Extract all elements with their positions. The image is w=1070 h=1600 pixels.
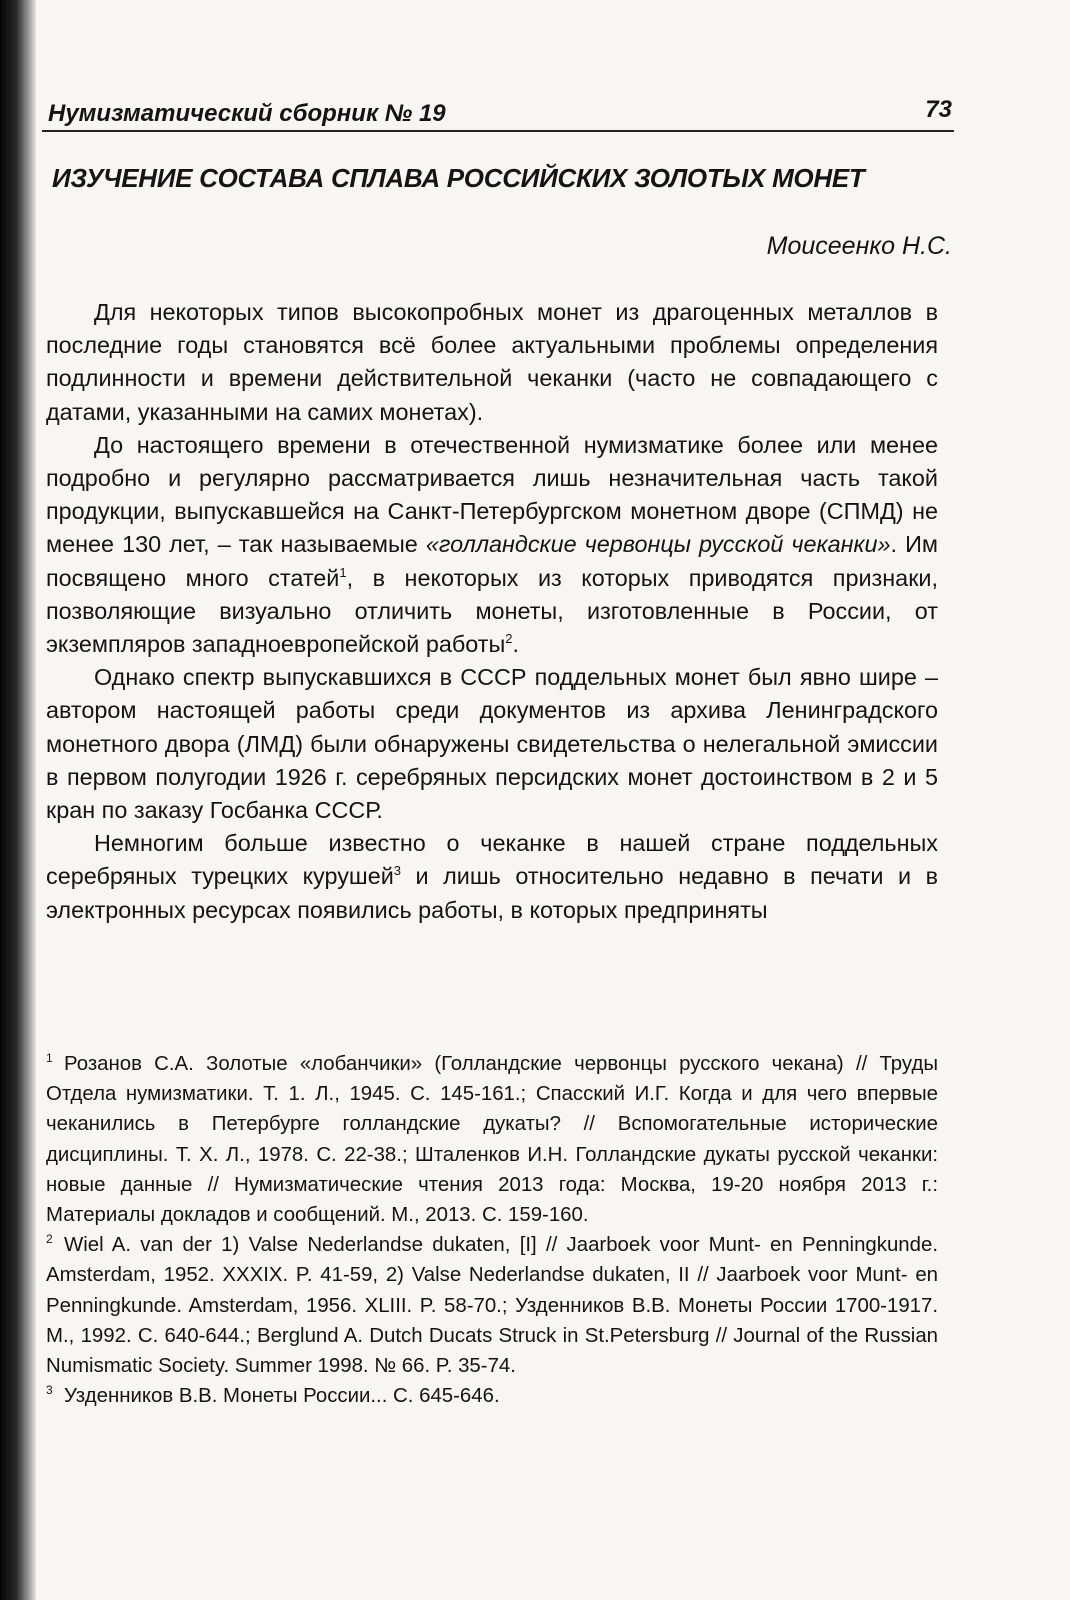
paragraph-1: Для некоторых типов высокопробных монет из драгоценных металлов в последние годы становятся всё более актуальными проблемы определения подлинности и времени действительной чеканки (часто не совпадающего с датами, указанными на самих монетах).: [46, 299, 938, 425]
footnote: 2 Wiel A. van der 1) Valse Nederlandse dukaten, [I] // Jaarboek voor Munt- en Penningkunde. Amsterdam, 1952. XXXIX. P. 41-59, 2) Valse Nederlandse dukaten, II // Jaarboek voor Munt- en Penningkunde. Amsterdam, 1956. XLIII. P. 58-70.; Узденников В.В. Монеты России 1700-1917. М., 1992. С. 640-644.; Berglund A. Dutch Ducats Struck in St.Petersburg // Journal of the Russian Numismatic Society. Summer 1998. № 66. P. 35-74.: [46, 1232, 938, 1378]
page-number: 73: [925, 96, 952, 123]
footnote-ref-1: 1: [339, 564, 347, 580]
footnote-text: Розанов С.А. Золотые «лобанчики» (Голландские червонцы русского чекана) // Труды Отдела нумизматики. Т. 1. Л., 1945. С. 145-161.; Спасский И.Г. Когда и для чего впервые чеканились в Петербурге голландские дукаты? // Вспомогательные исторические дисциплины. Т. Х. Л., 1978. С. 22-38.; Шталенков И.Н. Голландские дукаты русской чеканки: новые данные // Нумизматические чтения 2013 года: Москва, 19-20 ноября 2013 г.: Материалы докладов и сообщений. М., 2013. С. 159-160.: [46, 1053, 938, 1227]
paragraph-2: [46, 429, 938, 661]
page: [42, 0, 954, 1600]
article-author: Моисеенко Н.С.: [766, 232, 952, 260]
book-spine-shadow: [0, 0, 36, 1600]
footnote-ref-3: 3: [393, 863, 402, 879]
paragraph-4: [46, 827, 938, 927]
footnote-text: Wiel A. van der 1) Valse Nederlandse dukaten, [I] // Jaarboek voor Munt- en Penningkunde. Amsterdam, 1952. XXXIX. P. 41-59, 2) Valse Nederlandse dukaten, II // Jaarboek voor Munt- en Penningkunde. Amsterdam, 1956. XLIII. P. 58-70.; Узденников В.В. Монеты России 1700-1917. М., 1992. С. 640-644.; Berglund A. Dutch Ducats Struck in St.Petersburg // Journal of the Russian Numismatic Society. Summer 1998. № 66. P. 35-74.: [46, 1234, 938, 1378]
paragraph-2-text-c: . Им посвящено много статей: [46, 531, 938, 591]
footnote: 3 Узденников В.В. Монеты России... С. 645-646.: [46, 1383, 500, 1408]
paragraph-3: Однако спектр выпускавшихся в СССР поддельных монет был явно шире – автором настоящей работы среди документов из архива Ленинградского монетного двора (ЛМД) были обнаружены свидетельства о нелегальной эмиссии в первом полугодии 1926 г. серебряных персидских монет достоинством в 2 и 5 кран по заказу Госбанка СССР.: [46, 664, 938, 824]
footnotes: [46, 1049, 938, 1411]
article-title: ИЗУЧЕНИЕ СОСТАВА СПЛАВА РОССИЙСКИХ ЗОЛОТЫХ МОНЕТ: [52, 163, 865, 193]
article-body: [46, 296, 938, 927]
paragraph-2-italic-term: «голландские червонцы русской чеканки»: [425, 531, 891, 558]
paragraph-2-text-e: .: [512, 631, 520, 658]
footnote-text: Узденников В.В. Монеты России... С. 645-646.: [64, 1385, 500, 1408]
paragraph-2-text-d: , в некоторых из которых приводятся признаки, позволяющие визуально отличить монеты, изготовленные в России, от экземпляров западноевропейской работы: [46, 564, 938, 658]
journal-title: Нумизматический сборник № 19: [48, 100, 446, 127]
running-head: [42, 96, 954, 132]
paragraph-4-text-b: и лишь относительно недавно в печати и в электронных ресурсах появились работы, в которых предприняты: [46, 863, 938, 923]
paragraph-4-text-a: Немногим больше известно о чеканке в нашей стране поддельных серебряных турецких курушей: [46, 830, 938, 890]
footnote-ref-2: 2: [505, 631, 513, 647]
paragraph-2-text-a: До настоящего времени в отечественной нумизматике более или менее подробно и регулярно рассматривается лишь незначительная часть такой продукции, выпускавшейся на Санкт-Петербургском монетном дворе (СПМД) не менее 130 лет, – так называемые: [46, 431, 938, 558]
footnote: 1 Розанов С.А. Золотые «лобанчики» (Голландские червонцы русского чекана) // Труды Отдела нумизматики. Т. 1. Л., 1945. С. 145-161.; Спасский И.Г. Когда и для чего впервые чеканились в Петербурге голландские дукаты? // Вспомогательные исторические дисциплины. Т. Х. Л., 1978. С. 22-38.; Шталенков И.Н. Голландские дукаты русской чеканки: новые данные // Нумизматические чтения 2013 года: Москва, 19-20 ноября 2013 г.: Материалы докладов и сообщений. М., 2013. С. 159-160.: [46, 1051, 938, 1227]
